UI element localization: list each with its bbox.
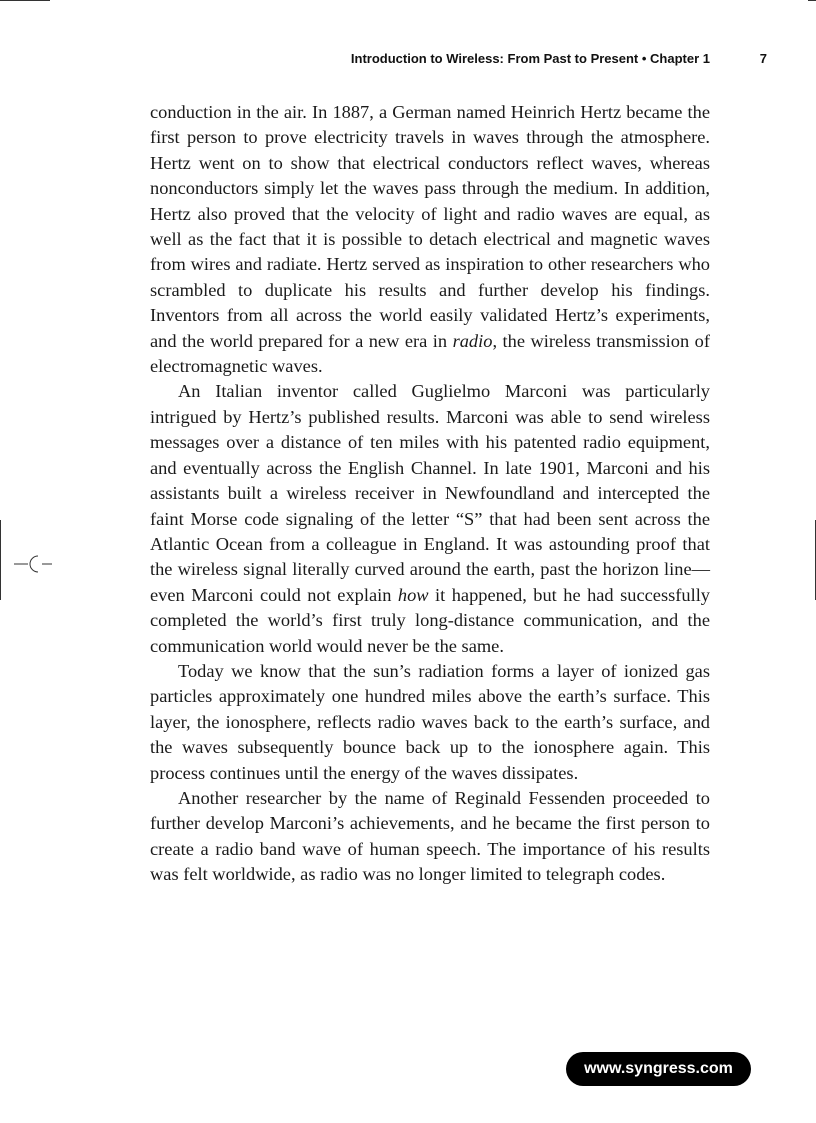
registration-mark-icon [14, 552, 54, 576]
paragraph-hertz-end: , the wireless transmission of electromagnetic waves. [150, 330, 710, 377]
crop-mark-left [0, 520, 1, 600]
paragraph-fessenden: Another researcher by the name of Reginald Fessenden proceeded to further develop Marconi’s achievements, and he became the first person to create a radio band wave of human speech. The importance of his results was felt worldwide, as radio was no longer limited to telegraph codes. [150, 787, 710, 885]
paragraph-marconi-end: it happened, but he had successfully completed the world’s first truly long-distance communication, and the communication world would never be the same. [150, 584, 710, 656]
paragraph-hertz [150, 100, 710, 379]
paragraph-ionosphere: Today we know that the sun’s radiation forms a layer of ionized gas particles approximately one hundred miles above the earth’s surface. This layer, the ionosphere, reflects radio waves back to the earth’s surface, and the waves subsequently bounce back up to the ionosphere again. This process continues until the energy of the waves dissipates. [150, 660, 710, 783]
emphasis-how: how [397, 584, 429, 605]
page-number: 7 [759, 51, 767, 66]
paragraph-hertz-text: conduction in the air. In 1887, a German named Heinrich Hertz became the first person to prove electricity travels in waves through the atmosphere. Hertz went on to show that electrical conductors reflect waves, whereas nonconductors simply let the waves pass through the medium. In addition, Hertz also proved that the velocity of light and radio waves are equal, as well as the fact that it is possible to detach electrical and magnetic waves from wires and radiate. Hertz served as inspiration to other researchers who scrambled to duplicate his results and further develop his findings. Inventors from all across the world easily validated Hertz’s experiments, and the world prepared for a new era in [150, 102, 710, 351]
running-head-title: Introduction to Wireless: From Past to Present • Chapter 1 [350, 51, 710, 66]
crop-mark-top-left [0, 0, 50, 1]
paragraph-marconi [150, 379, 710, 658]
crop-mark-top-right [808, 0, 816, 1]
running-head [150, 51, 767, 71]
paragraph-marconi-text: An Italian inventor called Guglielmo Marconi was particularly intrigued by Hertz’s published results. Marconi was able to send wireless messages over a distance of ten miles with his patented radio equipment, and eventually across the English Channel. In late 1901, Marconi and his assistants built a wireless receiver in Newfoundland and intercepted the faint Morse code signaling of the letter “S” that had been sent across the Atlantic Ocean from a colleague in England. It was astounding proof that the wireless signal literally curved around the earth, past the horizon line—even Marconi could not explain [150, 381, 710, 605]
emphasis-radio: radio [452, 330, 493, 351]
body-text [150, 100, 710, 888]
footer-url-badge: www.syngress.com [566, 1052, 751, 1086]
